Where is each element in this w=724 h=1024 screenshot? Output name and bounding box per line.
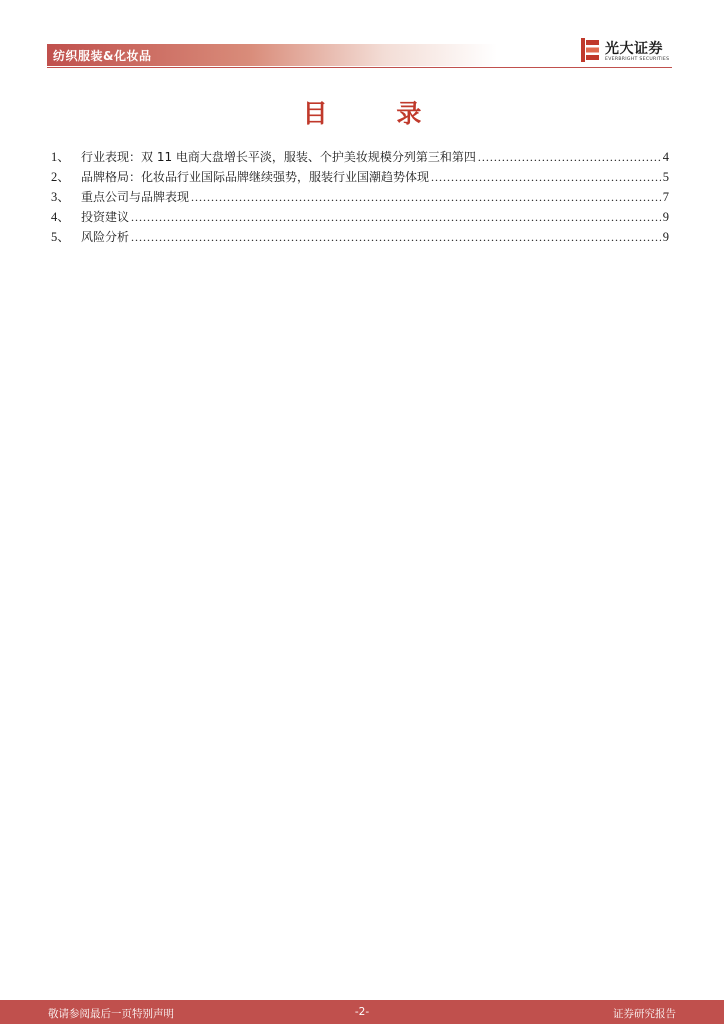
header-section-label: 纺织服装&化妆品	[53, 49, 152, 63]
toc-entry-page[interactable]: 9	[662, 230, 669, 244]
toc-entry-page[interactable]: 9	[662, 210, 669, 224]
toc-entry[interactable]	[51, 185, 669, 205]
toc-leader-dots	[131, 209, 661, 225]
toc-entry[interactable]	[51, 145, 669, 165]
logo-text-cn: 光大证券	[605, 41, 663, 57]
toc-entry-page[interactable]: 5	[662, 170, 669, 184]
header-section-band	[47, 44, 497, 66]
toc-entry-text[interactable]: 重点公司与品牌表现	[81, 190, 190, 204]
company-logo	[581, 38, 673, 66]
toc-leader-dots	[191, 189, 661, 205]
toc-entry-page[interactable]: 4	[662, 150, 669, 164]
toc-entry-number: 5、	[51, 230, 70, 244]
toc-entry-text[interactable]: 品牌格局：化妆品行业国际品牌继续强势，服装行业国潮趋势体现	[81, 170, 430, 184]
footer-report-type: 证券研究报告	[613, 1008, 676, 1020]
header-divider	[47, 67, 672, 68]
toc-entry[interactable]	[51, 205, 669, 225]
toc-entry[interactable]	[51, 165, 669, 185]
toc-leader-dots	[478, 149, 661, 165]
toc-leader-dots	[131, 229, 661, 245]
footer-page-number: -2-	[354, 1006, 370, 1018]
toc-entry-text[interactable]: 风险分析	[81, 230, 130, 244]
footer-disclaimer: 敬请参阅最后一页特别声明	[48, 1008, 174, 1020]
toc-leader-dots	[431, 169, 661, 185]
table-of-contents	[51, 145, 669, 245]
toc-entry-number: 2、	[51, 170, 70, 184]
logo-mark-icon	[581, 38, 599, 62]
toc-entry[interactable]	[51, 225, 669, 245]
toc-entry-text[interactable]: 投资建议	[81, 210, 130, 224]
logo-text-en: EVERBRIGHT SECURITIES	[605, 57, 670, 62]
footer-bar	[0, 1000, 724, 1024]
toc-entry-number: 4、	[51, 210, 70, 224]
toc-entry-text[interactable]: 行业表现：双 11 电商大盘增长平淡，服装、个护美妆规模分列第三和第四	[81, 150, 476, 164]
toc-entry-number: 1、	[51, 150, 70, 164]
toc-entry-page[interactable]: 7	[662, 190, 669, 204]
toc-title: 目 录	[302, 99, 452, 128]
toc-entry-number: 3、	[51, 190, 70, 204]
